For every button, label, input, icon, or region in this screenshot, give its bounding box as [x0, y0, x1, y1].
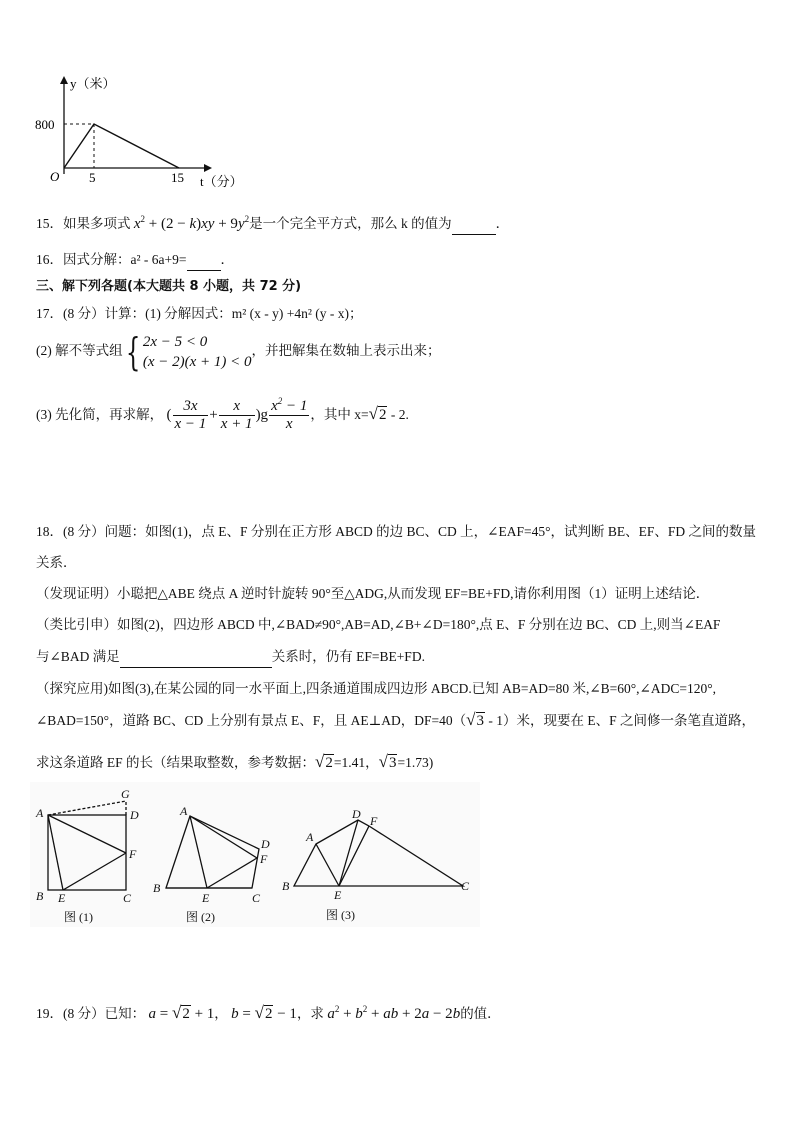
sqrt-2: √2	[368, 403, 387, 423]
fig3-E: E	[334, 888, 342, 902]
q19-a-def: a = √2 + 1	[148, 1003, 215, 1022]
q17-part3-suffix-b: - 2.	[387, 406, 409, 422]
system-brace: {	[125, 330, 140, 374]
q19-expression: $a^2 + b^2$ + ab + 2a − 2b	[327, 1004, 461, 1022]
q16-text: 因式分解：a² - 6a+9=	[63, 252, 187, 267]
fig1-D: D	[130, 808, 139, 822]
fig2-D: D	[261, 837, 270, 851]
y-tick-800: 800	[35, 117, 55, 132]
q19-b-def: b = √2 − 1	[231, 1003, 297, 1022]
q15-answer-blank[interactable]	[452, 218, 496, 235]
figures-q18	[30, 782, 480, 927]
fig2-C: C	[252, 891, 261, 905]
fig2-A: A	[180, 804, 188, 818]
sqrt-2-ref: √2	[315, 752, 333, 771]
section-3-title: 三、解下列各题(本大题共 8 小题，共 72 分)	[36, 279, 302, 294]
q16-answer-blank[interactable]	[187, 254, 221, 271]
question-15	[36, 212, 509, 235]
fig3-A: A	[306, 830, 314, 844]
origin-label: O	[50, 169, 60, 184]
y-axis-arrow	[60, 76, 68, 84]
q15-suffix: 是一个完全平方式，那么 k 的值为	[249, 216, 452, 231]
q17-part2	[36, 332, 441, 372]
q18-line3: （发现证明）小聪把△ABE 绕点 A 逆时针旋转 90°至△ADG,从而发现 EF=BE+FD,请你利用图（1）证明上述结论．	[36, 586, 710, 601]
q18-line5-b: 关系时，仍有 EF=BE+FD.	[271, 649, 425, 664]
q15-end: ．	[495, 216, 510, 231]
x-tick-5: 5	[89, 170, 96, 185]
q18-line7-a: ∠BAD=150°，道路 BC、CD 上分别有景点 E、F，且 AE⊥AD，DF=40（	[36, 713, 467, 728]
q16-end: ．	[220, 252, 235, 267]
q15-polynomial: $x^2 + (2 - k)xy + 9y^2$	[133, 214, 250, 232]
q15-number: 15．	[36, 216, 63, 231]
q18-line7-b: - 1）米，现要在 E、F 之间修一条笔直道路，	[485, 713, 755, 728]
q17-part2-prefix: (2) 解不等式组	[36, 343, 123, 359]
x-axis-arrow	[204, 164, 212, 172]
x-tick-15: 15	[171, 170, 184, 185]
q18-answer-blank[interactable]	[120, 651, 272, 668]
q17-part3-prefix: (3) 先化简，再求解，	[36, 406, 164, 422]
q17-part3	[36, 398, 409, 433]
q18-line8-c: =1.73)	[397, 755, 434, 770]
fig3-caption: 图 (3)	[326, 908, 355, 922]
x-axis-label: t（分）	[200, 174, 243, 189]
fig3-C: C	[461, 879, 470, 893]
q17-part2-suffix: ，并把解集在数轴上表示出来；	[251, 343, 441, 359]
q19-mid: ，求	[296, 1006, 324, 1021]
q18-line8	[36, 751, 433, 772]
graph-line	[64, 124, 179, 168]
q18-line8-b: =1.41，	[333, 755, 379, 770]
q15-prefix: 如果多项式	[63, 216, 131, 231]
q18-line8-a: 求这条道路 EF 的长（结果取整数，参考数据：	[36, 755, 316, 770]
fig2-E: E	[202, 891, 210, 905]
q19-prefix: 19．(8 分）已知：	[36, 1006, 146, 1021]
fig1-caption: 图 (1)	[64, 910, 93, 924]
q19-suffix: 的值．	[460, 1006, 501, 1021]
fig1-C: C	[123, 891, 132, 905]
q18-line5-a: 与∠BAD 满足	[36, 649, 120, 664]
distance-time-graph	[30, 70, 260, 195]
question-19	[36, 1002, 501, 1023]
fig3-F: F	[370, 814, 378, 828]
q18-line7	[36, 709, 755, 730]
y-axis-label: y（米）	[70, 76, 116, 91]
fig3-B: B	[282, 879, 290, 893]
inequality-system: 2x − 5 < 0 (x − 2)(x + 1) < 0	[142, 334, 252, 370]
q19-sep: ，	[214, 1006, 228, 1021]
fig1-F: F	[129, 847, 137, 861]
q17-line1: 17．(8 分）计算：(1) 分解因式：m² (x - y) +4n² (y - x)；	[36, 306, 363, 321]
q18-line4: （类比引申）如图(2)，四边形 ABCD 中,∠BAD≠90°,AB=AD,∠B+∠D=180°,点 E、F 分别在边 BC、CD 上,则当∠EAF	[36, 617, 721, 632]
fig3-D: D	[352, 807, 361, 821]
fig1-G: G	[121, 787, 130, 801]
fig1-E: E	[58, 891, 66, 905]
q18-line5	[36, 645, 425, 668]
question-16	[36, 248, 234, 271]
fig1-B: B	[36, 889, 44, 903]
fig2-caption: 图 (2)	[186, 910, 215, 924]
simplify-expression: ( $\frac{3x}{x - 1}$ + $\frac{x}{x + 1}$ )g $\frac{x^2 - 1}{x}$	[166, 396, 308, 432]
q18-line1: 18．(8 分）问题：如图(1)，点 E、F 分别在正方形 ABCD 的边 BC、CD 上，∠EAF=45°，试判断 BE、EF、FD 之间的数量	[36, 524, 756, 539]
q16-number: 16．	[36, 252, 63, 267]
sqrt-3: √3	[466, 710, 484, 729]
fig1-A: A	[36, 806, 44, 820]
q17-part3-suffix-a: ，其中 x=	[310, 406, 369, 422]
q18-line2: 关系．	[36, 555, 77, 570]
fig2-B: B	[153, 881, 161, 895]
fig2-F: F	[260, 852, 268, 866]
q18-line6: （探究应用)如图(3),在某公园的同一水平面上,四条通道围成四边形 ABCD.已知 AB=AD=80 米,∠B=60°,∠ADC=120°,	[36, 681, 717, 696]
sqrt-3-ref: √3	[378, 752, 397, 771]
